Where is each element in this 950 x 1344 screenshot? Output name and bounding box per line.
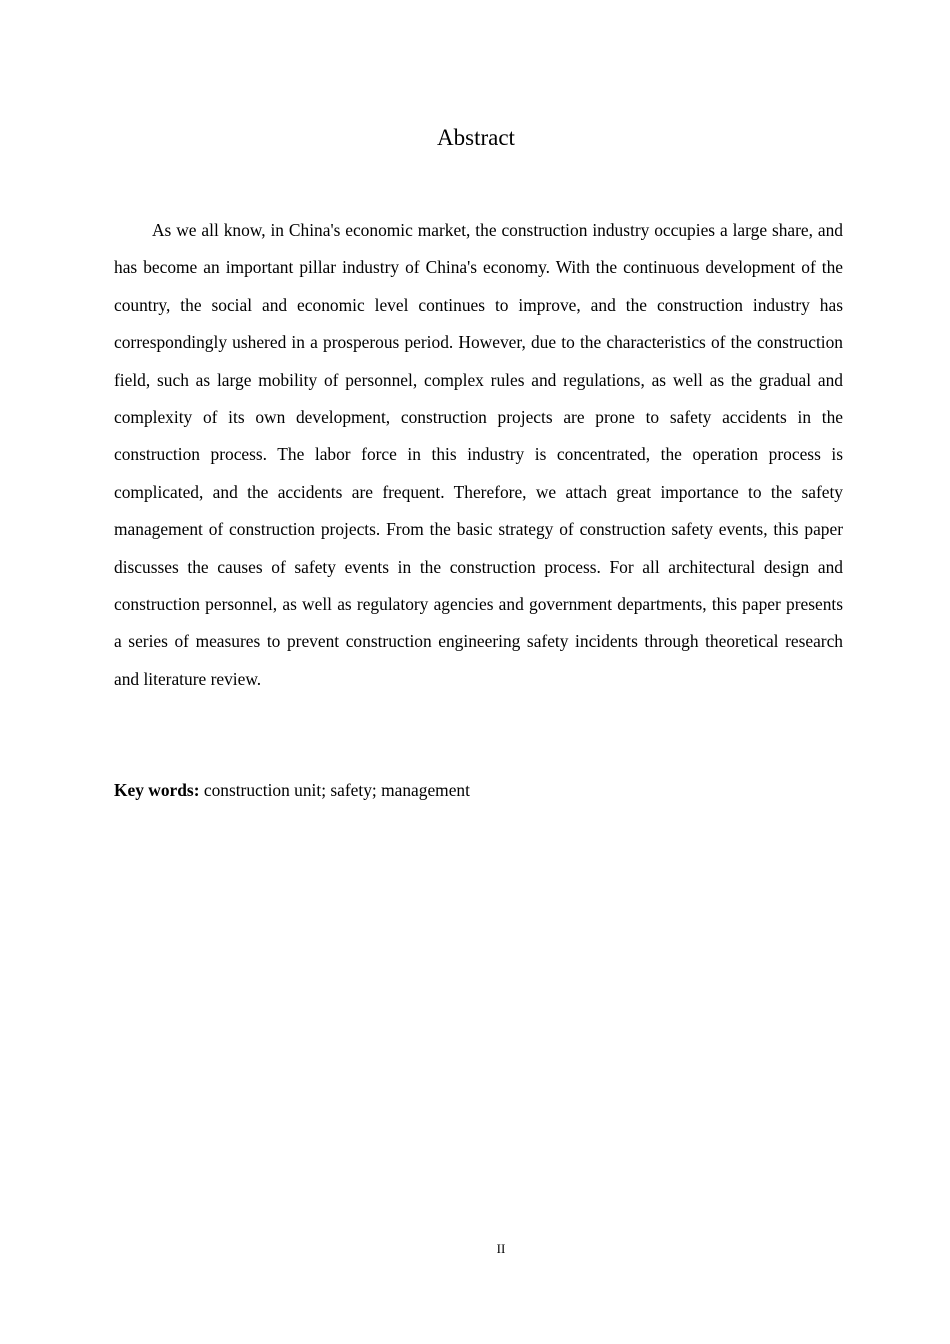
keywords-label: Key words: xyxy=(114,780,200,800)
keywords-text: construction unit; safety; management xyxy=(199,780,470,800)
keywords-line xyxy=(114,776,843,804)
page-number: II xyxy=(496,1241,506,1256)
abstract-paragraph: As we all know, in China's economic market, the construction industry occupies a large share, and has become an important pillar industry of China's economy. With the continuous development of the country, the social and economic level continues to improve, and the construction industry has correspondingly ushered in a prosperous period. However, due to the characteristics of the construction field, such as large mobility of personnel, complex rules and regulations, as well as the gradual and complexity of its own development, construction projects are prone to safety accidents in the construction process. The labor force in this industry is concentrated, the operation process is complicated, and the accidents are frequent. Therefore, we attach great importance to the safety management of construction projects. From the basic strategy of construction safety events, this paper discusses the causes of safety events in the construction process. For all architectural design and construction personnel, as well as regulatory agencies and government departments, this paper presents a series of measures to prevent construction engineering safety incidents through theoretical research and literature review. xyxy=(114,220,843,689)
page-title: Abstract xyxy=(437,125,515,150)
